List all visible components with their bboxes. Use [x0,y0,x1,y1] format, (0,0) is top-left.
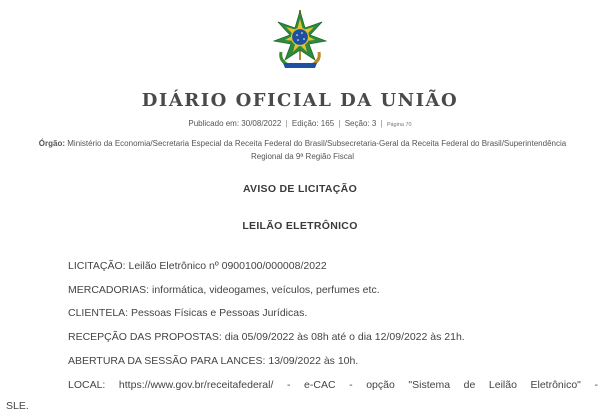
paragraph-local: LOCAL: https://www.gov.br/receitafederal/ - e-CAC - opção "Sistema de Leilão Eletrônico" - [68,379,598,391]
auction-heading: LEILÃO ELETRÔNICO [242,220,358,232]
published-date: Publicado em: 30/08/2022 [188,119,282,128]
paragraph-mercadorias: MERCADORIAS: informática, videogames, veículos, perfumes etc. [68,284,380,296]
publication-info [0,119,600,128]
paragraph-local-continued: SLE. [6,400,29,412]
paragraph-recepcao: RECEPÇÃO DAS PROPOSTAS: dia 05/09/2022 às 08h até o dia 12/09/2022 às 21h. [68,331,465,343]
orgao-line [30,137,575,163]
paragraph-clientela: CLIENTELA: Pessoas Físicas e Pessoas Jurídicas. [68,307,308,319]
section: Seção: 3 [344,119,377,128]
paragraph-abertura: ABERTURA DA SESSÃO PARA LANCES: 13/09/2022 às 10h. [68,355,359,367]
notice-heading: AVISO DE LICITAÇÃO [242,183,358,195]
page-title: DIÁRIO OFICIAL DA UNIÃO [141,90,459,111]
orgao-text: Ministério da Economia/Secretaria Especial da Receita Federal do Brasil/Subsecretaria-Geral da Receita Federal do Brasil/Superintendência Regional da 9ª Região Fiscal [67,139,567,161]
separator: | [380,119,383,128]
page-number: Página 70 [386,122,412,128]
coat-of-arms-icon [271,8,329,70]
orgao-label: Órgão: [38,139,66,148]
separator: | [338,119,341,128]
paragraph-licitacao: LICITAÇÃO: Leilão Eletrônico nº 0900100/000008/2022 [68,260,327,272]
separator: | [285,119,288,128]
edition: Edição: 165 [291,119,335,128]
